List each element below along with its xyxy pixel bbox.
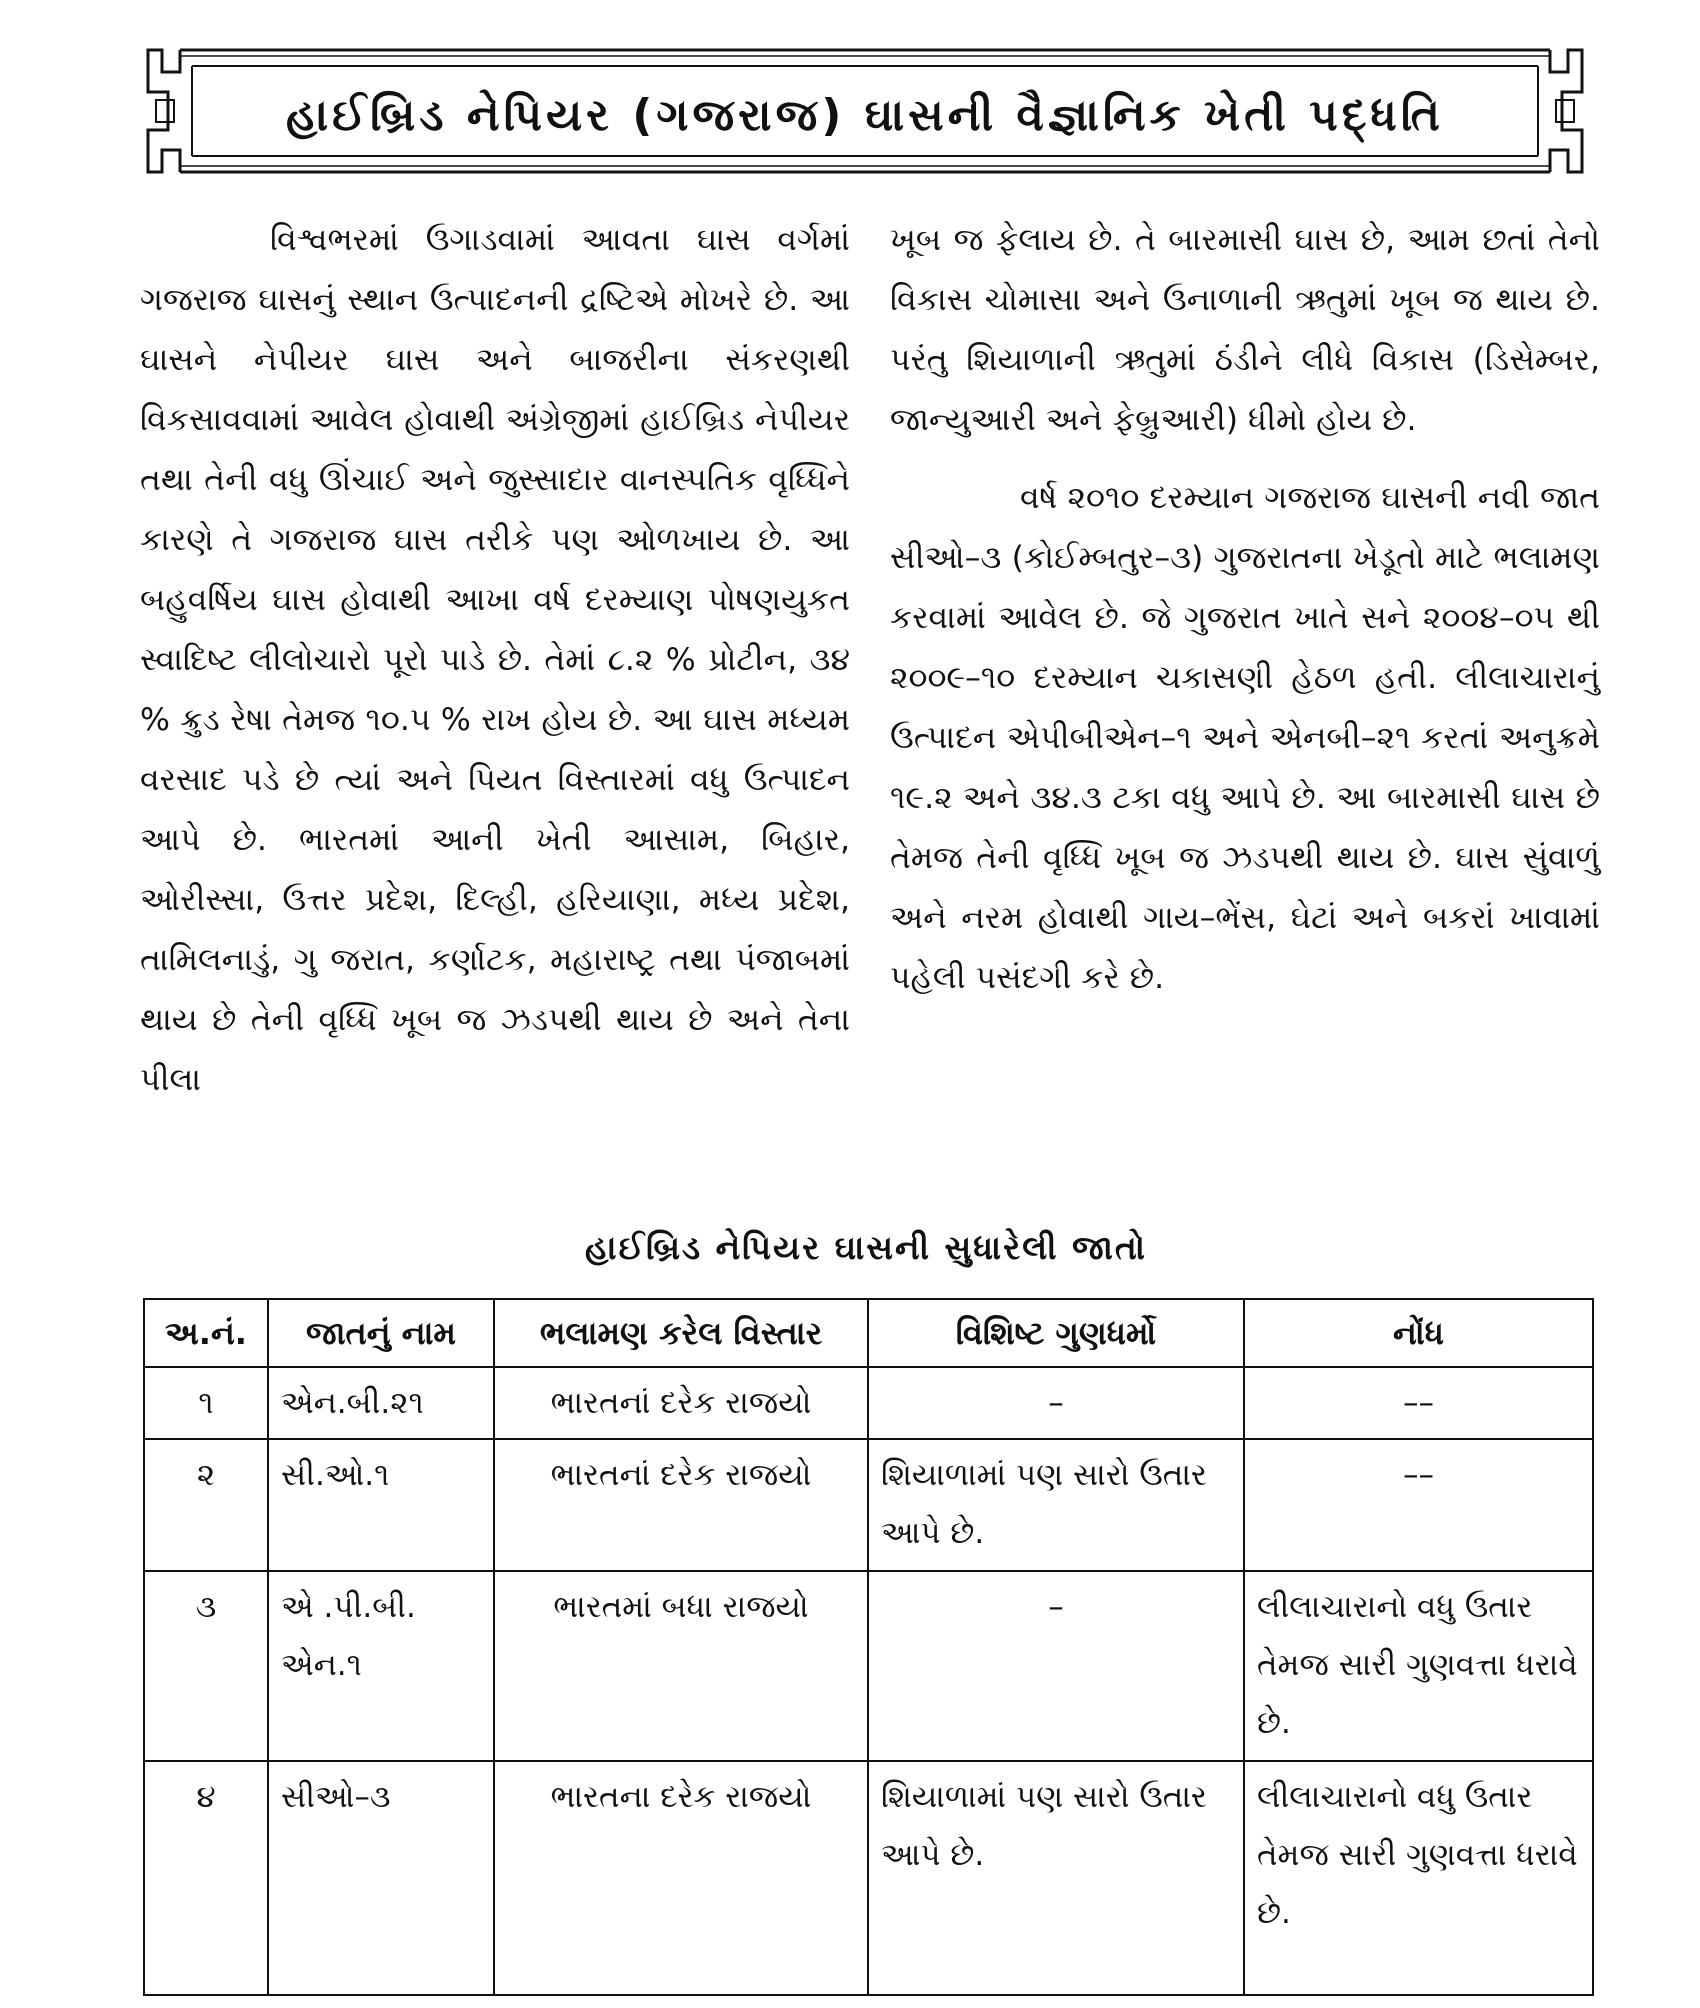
table-row: [144, 1761, 1593, 1995]
cell-area: ભારતના દરેક રાજયો: [494, 1761, 868, 1995]
cell-features: –: [868, 1367, 1244, 1439]
cell-serial-no: ૨: [144, 1439, 268, 1571]
cell-note: લીલાચારાનો વધુ ઉતાર તેમજ સારી ગુણવત્તા ધરાવે છે.: [1244, 1571, 1593, 1761]
left-column: [140, 210, 850, 1110]
cell-serial-no: ૧: [144, 1367, 268, 1439]
cell-serial-no: ૩: [144, 1571, 268, 1761]
cell-note: લીલાચારાનો વધુ ઉતાર તેમજ સારી ગુણવત્તા ધરાવે છે.: [1244, 1761, 1593, 1995]
right-column: [890, 210, 1600, 1008]
cell-serial-no: ૪: [144, 1761, 268, 1995]
cell-note: ––: [1244, 1439, 1593, 1571]
header-serial-no: અ.નં.: [144, 1299, 268, 1367]
intro-paragraph: વિશ્વભરમાં ઉગાડવામાં આવતા ઘાસ વર્ગમાં ગજરાજ ઘાસનું સ્થાન ઉત્પાદનની દ્રષ્ટિએ મોખરે છે. આ ઘાસને નેપીયર ઘાસ અને બાજરીના સંકરણથી વિકસાવવામાં આવેલ હોવાથી અંગ્રેજીમાં હાઈબ્રિડ નેપીયર તથા તેની વધુ ઊંચાઈ અને જુસ્સાદાર વાનસ્પતિક વૃધ્ધિને કારણે તે ગજરાજ ઘાસ તરીકે પણ ઓળખાય છે. આ બહુવર્ષિય ઘાસ હોવાથી આખા વર્ષ દરમ્યાણ પોષણયુકત સ્વાદિષ્ટ લીલોચારો પૂરો પાડે છે. તેમાં ૮.૨ % પ્રોટીન, ૩૪ % ક્રુડ રેષા તેમજ ૧૦.૫ % રાખ હોય છે. આ ઘાસ મધ્યમ વરસાદ પડે છે ત્યાં અને પિયત વિસ્તારમાં વધુ ઉત્પાદન આપે છે. ભારતમાં આની ખેતી આસામ, બિહાર, ઓરીસ્સા, ઉત્તર પ્રદેશ, દિલ્હી, હરિયાણા, મધ્ય પ્રદેશ, તામિલનાડું, ગુ જરાત, કર્ણાટક, મહારાષ્ટ્ર તથા પંજાબમાં થાય છે તેની વૃધ્ધિ ખૂબ જ ઝડપથી થાય છે અને તેના પીલા: [140, 222, 850, 1098]
cell-features: શિયાળામાં પણ સારો ઉતાર આપે છે.: [868, 1439, 1244, 1571]
header-special-features: વિશિષ્ટ ગુણધર્મો: [868, 1299, 1244, 1367]
continuation-paragraph: ખૂબ જ ફેલાય છે. તે બારમાસી ઘાસ છે, આમ છતાં તેનો વિકાસ ચોમાસા અને ઉનાળાની ઋતુમાં ખૂબ જ થાય છે. પરંતુ શિયાળાની ઋતુમાં ઠંડીને લીધે વિકાસ (ડિસેમ્બર, જાન્યુઆરી અને ફેબ્રુઆરી) ધીમો હોય છે.: [890, 222, 1600, 438]
cell-variety-name: સીઓ–૩: [268, 1761, 494, 1995]
page-title: હાઈબ્રિડ નેપિયર (ગજરાજ) ઘાસની વૈજ્ઞાનિક ખેતી પદ્ધતિ: [286, 89, 1444, 141]
title-banner: [140, 42, 1590, 180]
cell-variety-name: એ .પી.બી. એન.૧: [268, 1571, 494, 1761]
header-variety-name: જાતનું નામ: [268, 1299, 494, 1367]
table-row: [144, 1367, 1593, 1439]
cell-area: ભારતનાં દરેક રાજયો: [494, 1367, 868, 1439]
cell-features: શિયાળામાં પણ સારો ઉતાર આપે છે.: [868, 1761, 1244, 1995]
varieties-table: [143, 1298, 1594, 1996]
table-title: હાઈબ્રિડ નેપિયર ઘાસની સુધારેલી જાતો: [585, 1228, 1147, 1267]
cell-features: –: [868, 1571, 1244, 1761]
header-recommended-area: ભલામણ કરેલ વિસ્તાર: [494, 1299, 868, 1367]
cell-variety-name: સી.ઓ.૧: [268, 1439, 494, 1571]
header-note: નોંધ: [1244, 1299, 1593, 1367]
table-header-row: [144, 1299, 1593, 1367]
table-row: [144, 1439, 1593, 1571]
new-variety-paragraph: વર્ષ ૨૦૧૦ દરમ્યાન ગજરાજ ઘાસની નવી જાત સીઓ–૩ (કોઈમ્બતુર–૩) ગુજરાતના ખેડૂતો માટે ભલામણ કરવામાં આવેલ છે. જે ગુજરાત ખાતે સને ૨૦૦૪–૦૫ થી ૨૦૦૯–૧૦ દરમ્યાન ચકાસણી હેઠળ હતી. લીલાચારાનું ઉત્પાદન એપીબીએન–૧ અને એનબી–૨૧ કરતાં અનુક્રમે ૧૯.૨ અને ૩૪.૩ ટકા વધુ આપે છે. આ બારમાસી ઘાસ છે તેમજ તેની વૃધ્ધિ ખૂબ જ ઝડપથી થાય છે. ઘાસ સુંવાળું અને નરમ હોવાથી ગાય–ભેંસ, ઘેટાં અને બકરાં ખાવામાં પહેલી પસંદગી કરે છે.: [890, 480, 1600, 996]
cell-note: ––: [1244, 1367, 1593, 1439]
cell-area: ભારતનાં દરેક રાજયો: [494, 1439, 868, 1571]
table-row: [144, 1571, 1593, 1761]
cell-variety-name: એન.બી.૨૧: [268, 1367, 494, 1439]
cell-area: ભારતમાં બધા રાજયો: [494, 1571, 868, 1761]
